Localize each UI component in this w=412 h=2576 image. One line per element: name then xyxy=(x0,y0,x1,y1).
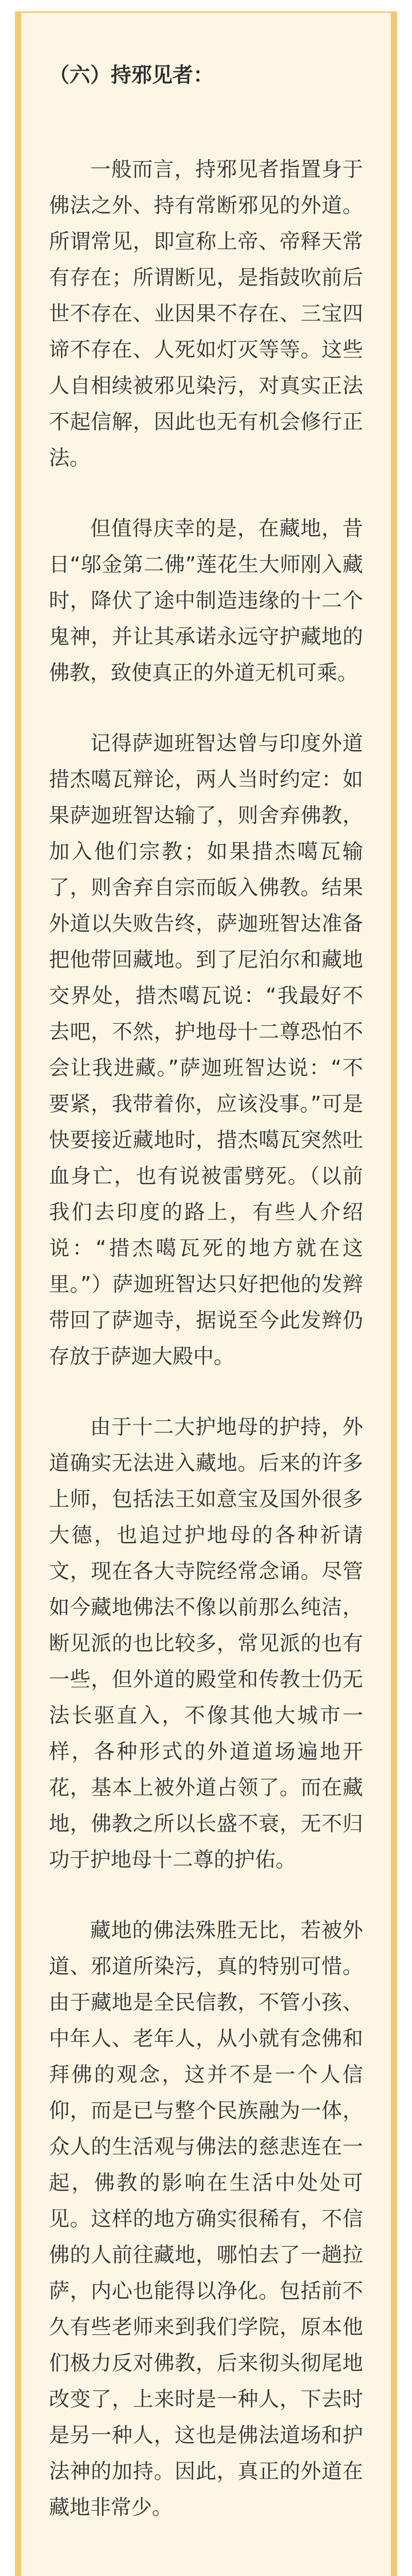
paragraph-tenma-protectors: 由于十二大护地母的护持，外道确实无法进入藏地。后来的许多上师，包括法王如意宝及国外很多大德，也追过护地母的各种祈请文，现在各大寺院经常念诵。尽管如今藏地佛法不像以前那么纯洁，断见派的也比较多，常见派的也有一些，但外道的殿堂和传教士仍无法长驱直入，不像其他大城市一样，各种形式的外道道场遍地开花，基本上被外道占领了。而在藏地，佛教之所以长盛不衰，无不归功于护地母十二尊的护佑。 xyxy=(49,1415,363,1872)
article-content xyxy=(49,62,363,2526)
paragraph-tibet-dharma: 藏地的佛法殊胜无比，若被外道、邪道所染污，真的特别可惜。由于藏地是全民信教，不管小孩、中年人、老年人，从小就有念佛和拜佛的观念，这并不是一个人信仰，而是已与整个民族融为一体，众人的生活观与佛法的慈悲连在一起，佛教的影响在生活中处处可见。这样的地方确实很稀有，不信佛的人前往藏地，哪怕去了一趟拉萨，内心也能得以净化。包括前不久有些老师来到我们学院，原本他们极力反对佛教，后来彻头彻尾地改变了，上来时是一种人，下去时是另一种人，这也是佛法道场和护法神的加持。因此，真正的外道在藏地非常少。 xyxy=(49,1919,363,2519)
paragraph-guru-rinpoche-protection: 但值得庆幸的是，在藏地，昔日“邬金第二佛”莲花生大师刚入藏时，降伏了途中制造违缘的十二个鬼神，并让其承诺永远守护藏地的佛教，致使真正的外道无机可乘。 xyxy=(49,517,363,685)
section-title: （六）持邪见者： xyxy=(49,63,214,87)
paragraph-heretical-views-definition: 一般而言，持邪见者指置身于佛法之外、持有常断邪见的外道。所谓常见，即宣称上帝、帝释天常有存在；所谓断见，是指鼓吹前后世不存在、业因果不存在、三宝四谛不存在、人死如灯灭等等。这些人自相续被邪见染污，对真实正法不起信解，因此也无有机会修行正法。 xyxy=(49,158,363,470)
paragraph-sakya-pandita-debate: 记得萨迦班智达曾与印度外道措杰噶瓦辩论，两人当时约定：如果萨迦班智达输了，则舍弃佛教，加入他们宗教；如果措杰噶瓦输了，则舍弃自宗而皈入佛教。结果外道以失败告终，萨迦班智达准备把他带回藏地。到了尼泊尔和藏地交界处，措杰噶瓦说：“我最好不去吧，不然，护地母十二尊恐怕不会让我进藏。”萨迦班智达说：“不要紧，我带着你，应该没事。”可是快要接近藏地时，措杰噶瓦突然吐血身亡，也有说被雷劈死。（以前我们去印度的路上，有些人介绍说：“措杰噶瓦死的地方就在这里。”）萨迦班智达只好把他的发辫带回了萨迦寺，据说至今此发辫仍存放于萨迦大殿中。 xyxy=(49,732,363,1368)
article-page xyxy=(15,11,397,2576)
